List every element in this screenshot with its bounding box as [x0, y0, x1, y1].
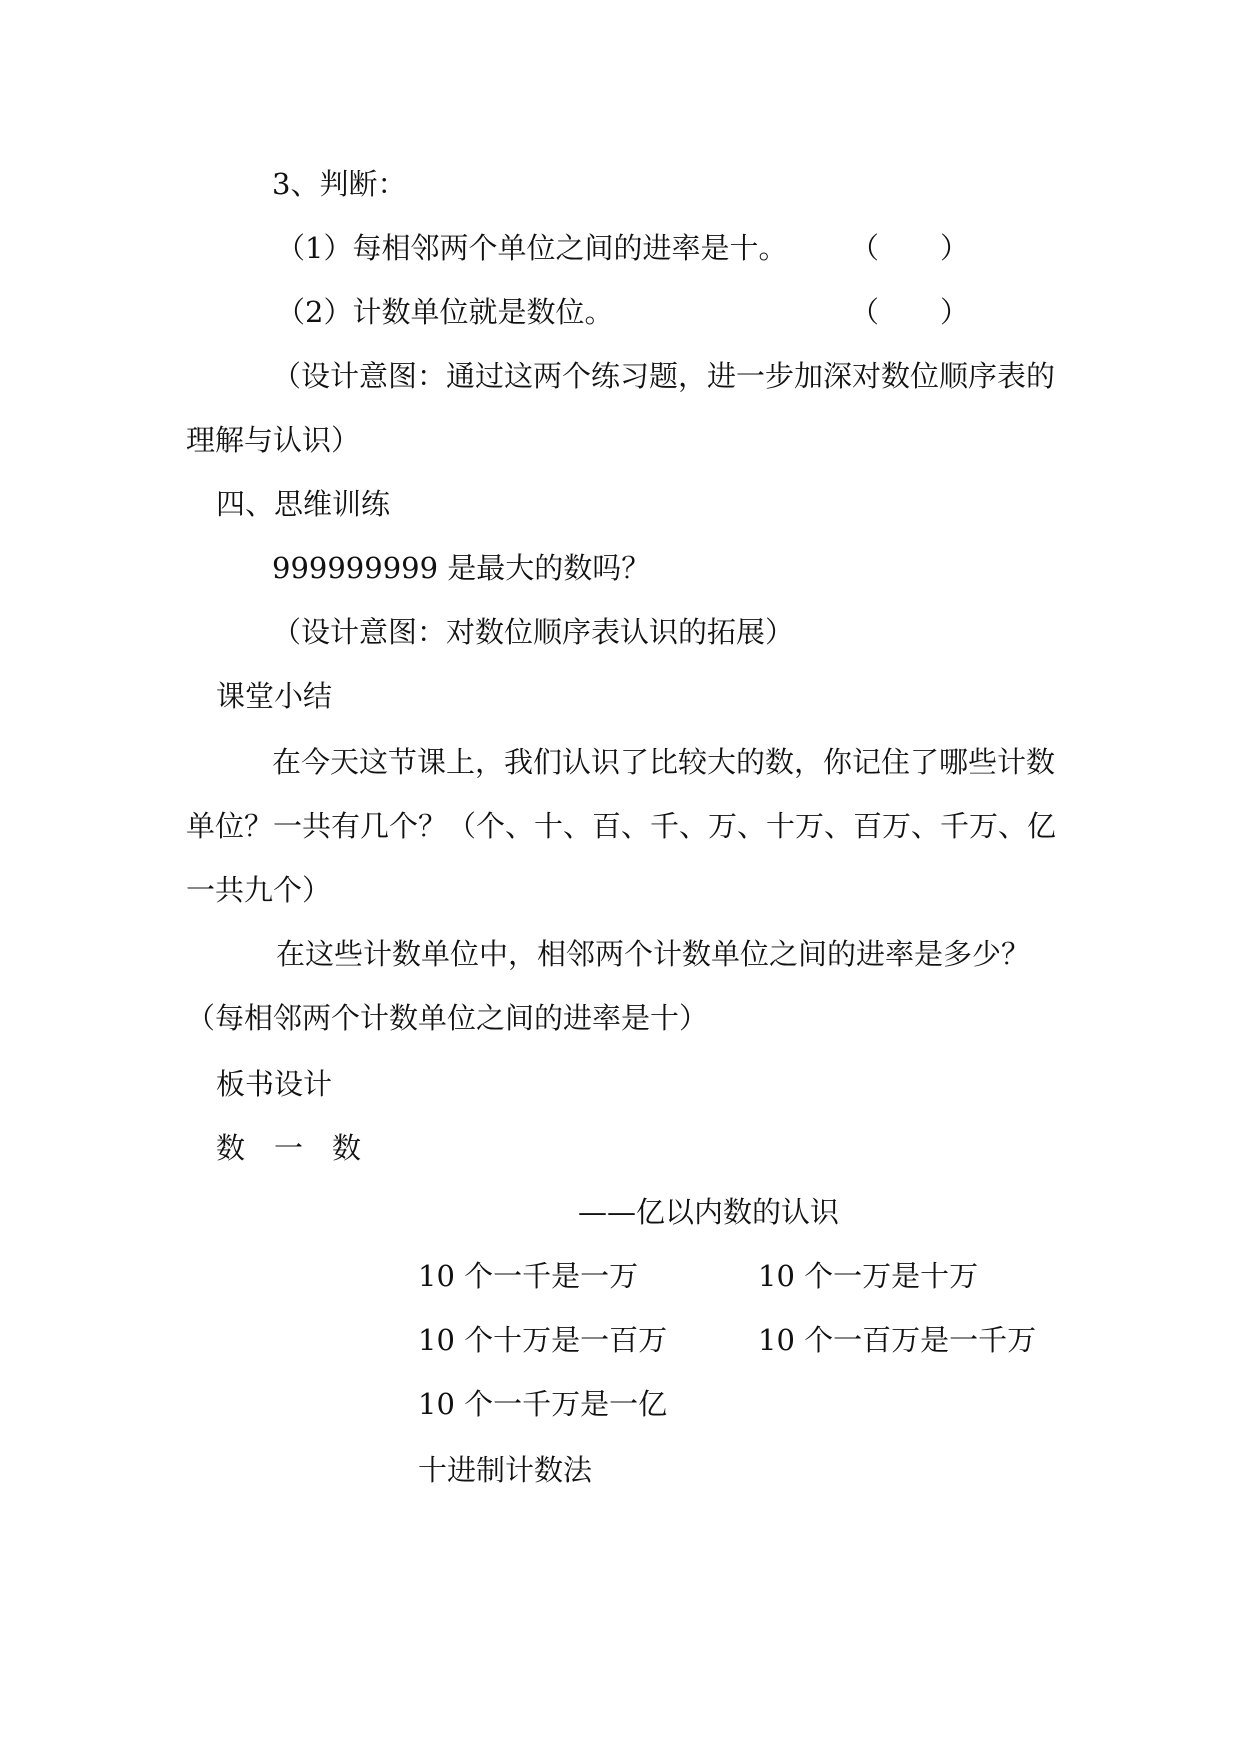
- answer-2-open-paren: （: [850, 295, 880, 329]
- question-2: （2）计数单位就是数位。: [276, 295, 614, 329]
- summary-para-1-line-1: 在今天这节课上，我们认识了比较大的数，你记住了哪些计数: [272, 745, 1056, 779]
- question-1: （1）每相邻两个单位之间的进率是十。: [276, 231, 788, 265]
- summary-para-1-line-3: 一共九个）: [186, 873, 332, 907]
- board-design-title: 板书设计: [216, 1067, 333, 1101]
- board-fact-5: 10 个一千万是一亿: [418, 1387, 668, 1421]
- summary-para-2-line-2: （每相邻两个计数单位之间的进率是十）: [186, 1001, 709, 1035]
- section-3-title: 3、判断：: [272, 167, 407, 201]
- board-heading: 数 一 数: [216, 1131, 362, 1165]
- answer-1-close-paren: ）: [940, 231, 970, 265]
- answer-2-close-paren: ）: [940, 295, 970, 329]
- summary-para-2-line-1: 在这些计数单位中，相邻两个计数单位之间的进率是多少？: [276, 937, 1031, 971]
- board-fact-2: 10 个一万是十万: [758, 1259, 979, 1293]
- section-4-question: 999999999 是最大的数吗？: [272, 551, 651, 585]
- board-subtitle: ——亿以内数的认识: [578, 1195, 840, 1229]
- section-4-intent: （设计意图：对数位顺序表认识的拓展）: [272, 615, 795, 649]
- summary-title: 课堂小结: [216, 679, 333, 713]
- board-fact-1: 10 个一千是一万: [418, 1259, 639, 1293]
- board-fact-3: 10 个十万是一百万: [418, 1323, 668, 1357]
- board-decimal-system: 十进制计数法: [418, 1453, 593, 1487]
- board-fact-4: 10 个一百万是一千万: [758, 1323, 1037, 1357]
- answer-1-open-paren: （: [850, 231, 880, 265]
- summary-para-1-line-2: 单位？一共有几个？（个、十、百、千、万、十万、百万、千万、亿: [186, 809, 1057, 843]
- section-3-intent-line-1: （设计意图：通过这两个练习题，进一步加深对数位顺序表的: [272, 359, 1056, 393]
- section-4-title: 四、思维训练: [216, 487, 391, 521]
- section-3-intent-line-2: 理解与认识）: [186, 423, 361, 457]
